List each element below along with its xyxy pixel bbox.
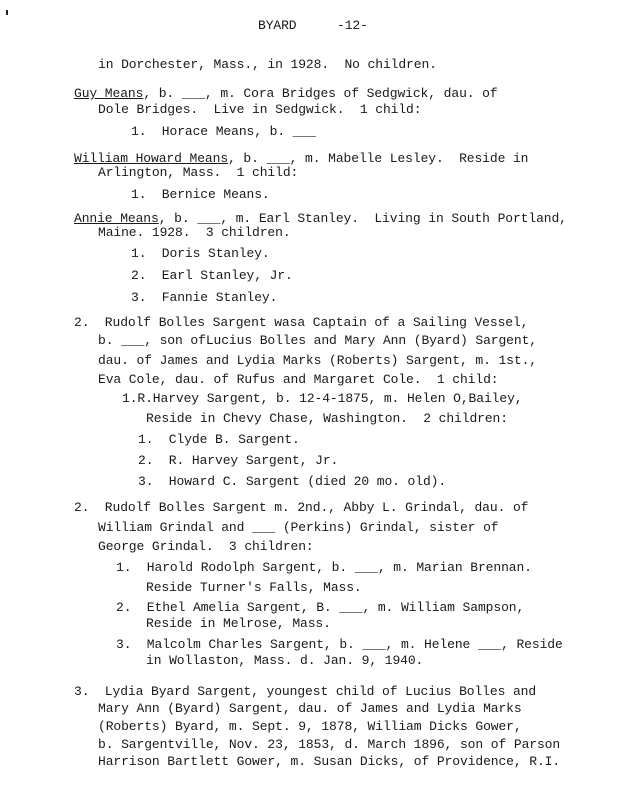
text-line: Reside Turner's Falls, Mass.	[146, 580, 362, 595]
paragraph-line: 2. Rudolf Bolles Sargent wasa Captain of a Sailing Vessel,	[74, 315, 529, 330]
list-item: 1.R.Harvey Sargent, b. 12-4-1875, m. Helen O,Bailey,	[122, 391, 523, 406]
text-line: Dole Bridges. Live in Sedgwick. 1 child:	[98, 102, 422, 117]
paragraph-line: b. Sargentville, Nov. 23, 1853, d. March 1896, son of Parson	[98, 737, 561, 752]
page-number: -12-	[337, 18, 368, 33]
text-line: in Wollaston, Mass. d. Jan. 9, 1940.	[146, 653, 424, 668]
person-name: William Howard Means	[74, 151, 229, 166]
text-line: Reside in Melrose, Mass.	[146, 616, 331, 631]
list-item: 3. Malcolm Charles Sargent, b. ___, m. Helene ___, Reside	[116, 637, 563, 652]
list-item: 3. Fannie Stanley.	[131, 290, 278, 305]
header-surname: BYARD	[258, 18, 297, 33]
paragraph-line: Harrison Bartlett Gower, m. Susan Dicks, of Providence, R.I.	[98, 754, 561, 769]
list-item: 2. Ethel Amelia Sargent, B. ___, m. William Sampson,	[116, 600, 525, 615]
text-line: Maine. 1928. 3 children.	[98, 225, 291, 240]
margin-mark	[6, 10, 8, 15]
text-line: , b. ___, m. Cora Bridges of Sedgwick, dau. of	[143, 86, 498, 101]
paragraph-line: 2. Rudolf Bolles Sargent m. 2nd., Abby L. Grindal, dau. of	[74, 500, 529, 515]
person-name: Guy Means	[74, 86, 144, 101]
paragraph-line: Eva Cole, dau. of Rufus and Margaret Cole. 1 child:	[98, 372, 499, 387]
text-line: Reside in Chevy Chase, Washington. 2 children:	[146, 411, 508, 426]
text-line: , b. ___, m. Earl Stanley. Living in South Portland,	[158, 211, 567, 226]
paragraph-line: dau. of James and Lydia Marks (Roberts) Sargent, m. 1st.,	[98, 353, 537, 368]
list-item: 1. Clyde B. Sargent.	[138, 432, 300, 447]
paragraph-line: (Roberts) Byard, m. Sept. 9, 1878, William Dicks Gower,	[98, 719, 522, 734]
paragraph-line: William Grindal and ___ (Perkins) Grindal, sister of	[98, 520, 499, 535]
paragraph-line: Mary Ann (Byard) Sargent, dau. of James and Lydia Marks	[98, 701, 522, 716]
paragraph-line: George Grindal. 3 children:	[98, 539, 314, 554]
entry-heading	[74, 86, 498, 102]
paragraph-line: b. ___, son ofLucius Bolles and Mary Ann (Byard) Sargent,	[98, 333, 537, 348]
text-line: in Dorchester, Mass., in 1928. No children.	[98, 57, 437, 72]
list-item: 2. R. Harvey Sargent, Jr.	[138, 453, 339, 468]
list-item: 1. Harold Rodolph Sargent, b. ___, m. Marian Brennan.	[116, 560, 532, 575]
list-item: 1. Doris Stanley.	[131, 246, 270, 261]
text-line: Arlington, Mass. 1 child:	[98, 165, 299, 180]
list-item: 1. Horace Means, b. ___	[131, 124, 316, 139]
list-item: 3. Howard C. Sargent (died 20 mo. old).	[138, 474, 447, 489]
person-name: Annie Means	[74, 211, 159, 226]
list-item: 1. Bernice Means.	[131, 187, 270, 202]
text-line: , b. ___, m. Mabelle Lesley. Reside in	[228, 151, 529, 166]
paragraph-line: 3. Lydia Byard Sargent, youngest child of Lucius Bolles and	[74, 684, 537, 699]
list-item: 2. Earl Stanley, Jr.	[131, 268, 293, 283]
